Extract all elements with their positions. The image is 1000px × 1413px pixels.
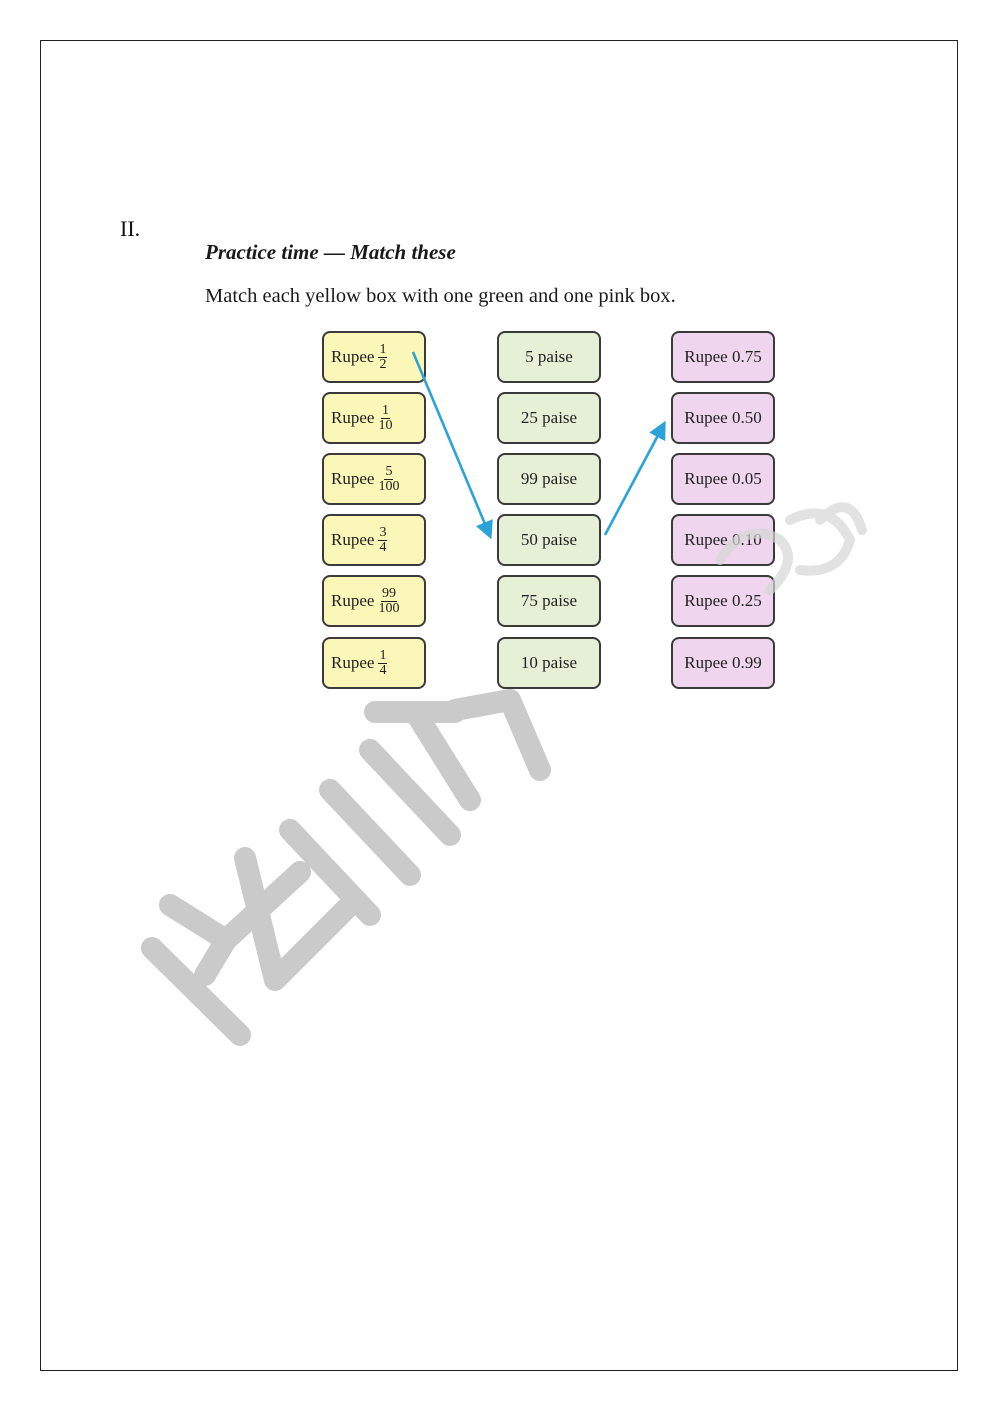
- pink-box-1[interactable]: Rupee 0.75: [671, 331, 775, 383]
- pink-box-2[interactable]: Rupee 0.50: [671, 392, 775, 444]
- section-title: Practice time — Match these: [205, 240, 456, 264]
- yellow-box-3[interactable]: [322, 453, 426, 505]
- green-box-1[interactable]: 5 paise: [497, 331, 601, 383]
- fraction-numerator: 3: [379, 524, 387, 540]
- yellow-box-4[interactable]: [322, 514, 426, 566]
- fraction-numerator: 1: [379, 341, 387, 357]
- green-box-5[interactable]: 75 paise: [497, 575, 601, 627]
- fraction-numerator: 1: [379, 647, 387, 663]
- fraction-numerator: 1: [381, 402, 389, 418]
- pink-box-4[interactable]: Rupee 0.10: [671, 514, 775, 566]
- yellow-box-prefix: Rupee: [331, 408, 375, 427]
- yellow-box-6[interactable]: [322, 637, 426, 689]
- pink-box-5[interactable]: Rupee 0.25: [671, 575, 775, 627]
- fraction: [378, 649, 387, 678]
- yellow-box-1[interactable]: [322, 331, 426, 383]
- fraction-denominator: 4: [379, 662, 387, 678]
- yellow-box-prefix: Rupee: [331, 530, 375, 549]
- yellow-box-prefix: Rupee: [331, 347, 375, 366]
- yellow-box-prefix: Rupee: [331, 653, 375, 672]
- green-box-3[interactable]: 99 paise: [497, 453, 601, 505]
- fraction-denominator: 4: [379, 539, 387, 555]
- fraction: [378, 526, 387, 555]
- fraction-denominator: 2: [379, 356, 387, 372]
- fraction: [378, 587, 399, 616]
- page-border: [40, 40, 958, 1371]
- fraction-numerator: 5: [385, 463, 393, 479]
- question-number: II.: [120, 216, 141, 241]
- instruction-text: Match each yellow box with one green and one pink box.: [205, 285, 676, 307]
- green-box-6[interactable]: 10 paise: [497, 637, 601, 689]
- yellow-box-2[interactable]: [322, 392, 426, 444]
- pink-box-3[interactable]: Rupee 0.05: [671, 453, 775, 505]
- fraction: [378, 343, 387, 372]
- fraction-denominator: 100: [378, 478, 400, 494]
- fraction-denominator: 10: [378, 417, 393, 433]
- fraction-numerator: 99: [381, 585, 396, 601]
- fraction: [378, 404, 392, 433]
- yellow-box-5[interactable]: [322, 575, 426, 627]
- green-box-4[interactable]: 50 paise: [497, 514, 601, 566]
- pink-box-6[interactable]: Rupee 0.99: [671, 637, 775, 689]
- fraction-denominator: 100: [378, 600, 400, 616]
- yellow-box-prefix: Rupee: [331, 469, 375, 488]
- green-box-2[interactable]: 25 paise: [497, 392, 601, 444]
- yellow-box-prefix: Rupee: [331, 591, 375, 610]
- fraction: [378, 465, 399, 494]
